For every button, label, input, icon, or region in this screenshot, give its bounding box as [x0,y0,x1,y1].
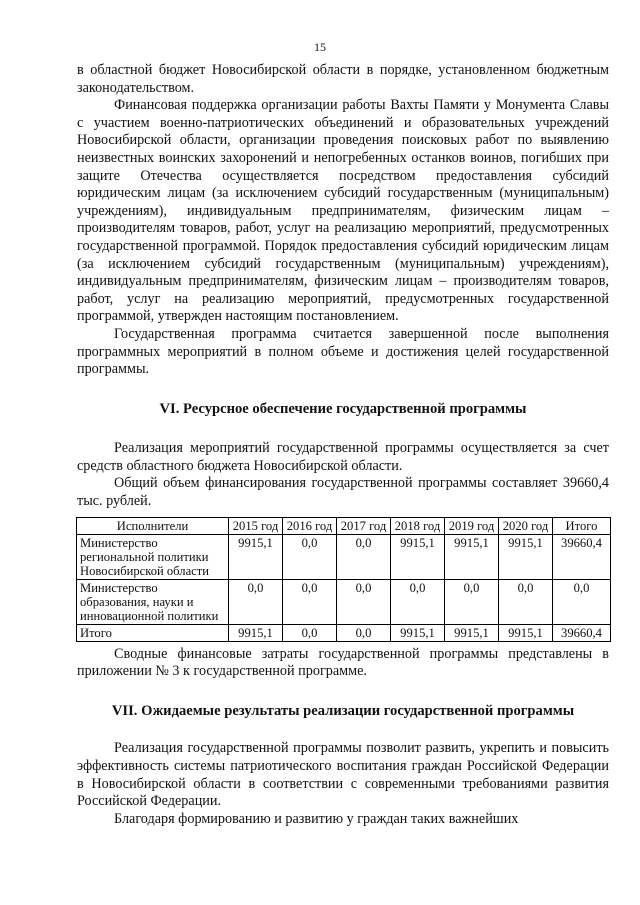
table-cell: 9915,1 [499,624,553,641]
table-cell: 9915,1 [445,534,499,579]
page-number: 15 [314,40,326,54]
table-row [77,534,611,579]
table-header-cell: 2019 год [445,517,499,534]
table-header-cell: 2015 год [229,517,283,534]
table-header-cell: 2018 год [391,517,445,534]
table-cell: 9915,1 [229,624,283,641]
paragraph-budget-order: в областной бюджет Новосибирской области в порядке, установленном бюджетным законодательством. [77,62,609,96]
table-cell-executor: Итого [77,624,229,641]
paragraph-funding-source: Реализация мероприятий государственной программы осуществляется за счет средств областного бюджета Новосибирской области. [77,440,609,474]
table-cell: 0,0 [283,579,337,624]
table-header-row [77,517,611,534]
table-cell: 0,0 [445,579,499,624]
table-cell: 0,0 [391,579,445,624]
table-cell: 0,0 [337,534,391,579]
table-cell: 0,0 [337,579,391,624]
section-heading-results: VII. Ожидаемые результаты реализации государственной программы [111,702,575,719]
table-cell: 0,0 [499,579,553,624]
table-cell: 0,0 [283,624,337,641]
section-heading-resources: VI. Ресурсное обеспечение государственной программы [159,400,527,417]
page-content [77,62,609,828]
table-header-cell: 2020 год [499,517,553,534]
table-cell-total: 39660,4 [553,534,611,579]
table-cell-executor: Министерство образования, науки и инновационной политики [77,579,229,624]
table-cell: 9915,1 [391,534,445,579]
table-cell: 0,0 [229,579,283,624]
table-row [77,579,611,624]
table-header-cell: Итого [553,517,611,534]
table-header-cell: 2016 год [283,517,337,534]
table-cell: 9915,1 [229,534,283,579]
paragraph-total-funding: Общий объем финансирования государственной программы составляет 39660,4 тыс. рублей. [77,475,609,510]
paragraph-appendix-ref: Сводные финансовые затраты государственной программы представлены в приложении № 3 к государственной программе. [77,645,609,680]
financing-table [76,517,611,642]
table-cell-total: 0,0 [553,579,611,624]
table-cell: 0,0 [337,624,391,641]
table-cell-executor: Министерство региональной политики Новосибирской области [77,534,229,579]
paragraph-program-completion: Государственная программа считается завершенной после выполнения программных мероприятий в полном объеме и достижения целей государственной программы. [77,325,609,378]
table-cell: 9915,1 [391,624,445,641]
table-cell-total: 39660,4 [553,624,611,641]
table-cell: 0,0 [283,534,337,579]
table-header-cell: 2017 год [337,517,391,534]
paragraph-development: Благодаря формированию и развитию у граждан таких важнейших [114,810,519,827]
table-header-cell: Исполнители [77,517,229,534]
paragraph-expected-results: Реализация государственной программы позволит развить, укрепить и повысить эффективность системы патриотического воспитания граждан Российской Федерации в Новосибирской области в соответствии с современными требованиями развития Российской Федерации. [77,740,609,810]
table-cell: 9915,1 [445,624,499,641]
table-row-total [77,624,611,641]
paragraph-financial-support: Финансовая поддержка организации работы Вахты Памяти у Монумента Славы с участием военно-патриотических объединений и образовательных учреждений Новосибирской области, организации проведения поисковых работ по выявлению неизвестных воинских захоронений и непогребенных останков воинов, погибших при защите Отечества осуществляется посредством предоставления субсидий юридическим лицам (за исключением субсидий государственным (муниципальным) учреждениям), индивидуальным предпринимателям, физическим лицам – производителям товаров, работ, услуг на реализацию мероприятий, предусмотренных государственной программой. Порядок предоставления субсидий юридическим лицам (за исключением субсидий государственным (муниципальным) учреждениям), индивидуальным предпринимателям, физическим лицам – производителям товаров, работ, услуг на реализацию мероприятий, предусмотренных государственной программой, утвержден настоящим постановлением. [77,97,609,325]
table-cell: 9915,1 [499,534,553,579]
